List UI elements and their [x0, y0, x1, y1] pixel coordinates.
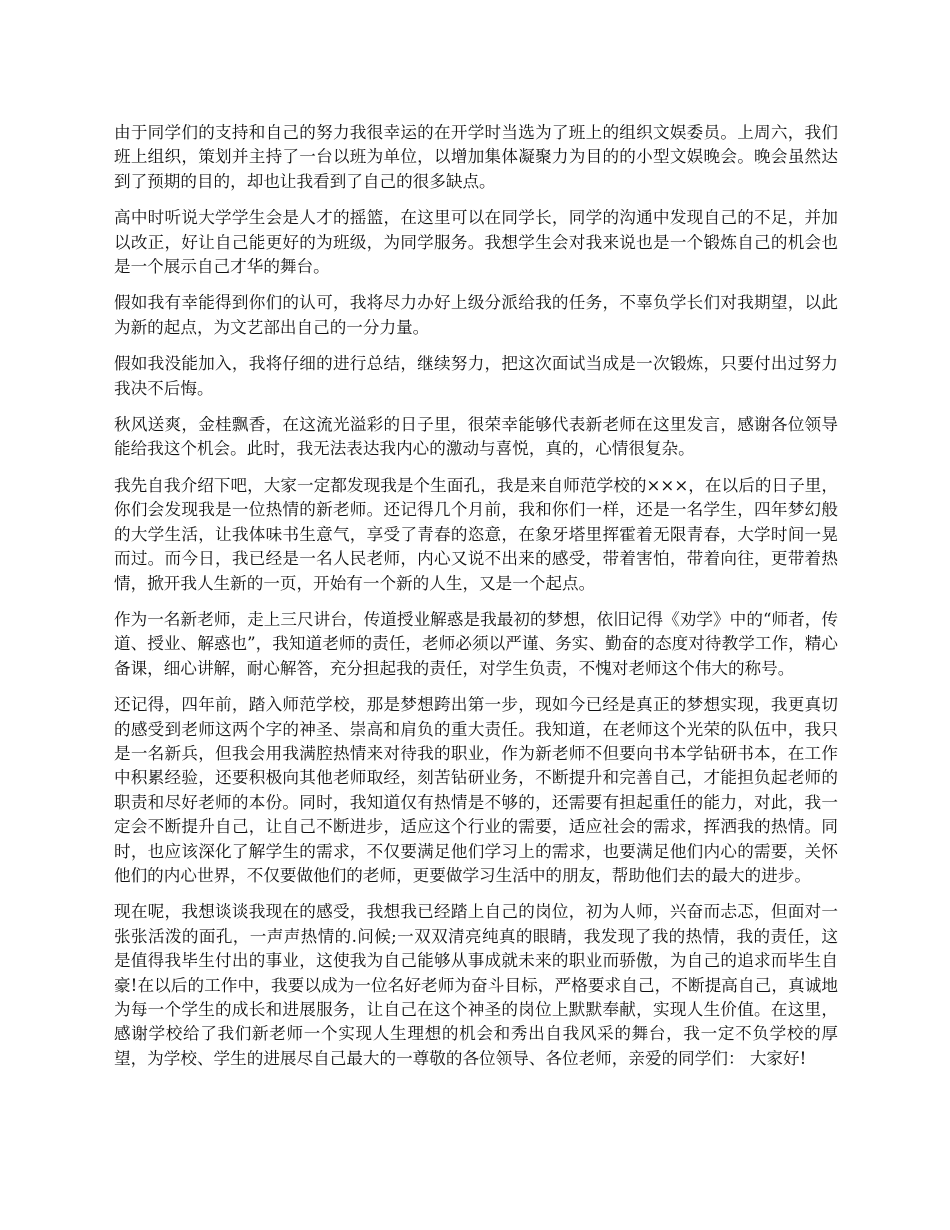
paragraph-5: 秋风送爽，金桂飘香，在这流光溢彩的日子里，很荣幸能够代表新老师在这里发言，感谢各位领导能给我这个机会。此时，我无法表达我内心的激动与喜悦，真的，心情很复杂。: [114, 415, 838, 459]
paragraph-2: 高中时听说大学学生会是人才的摇篮，在这里可以在同学长，同学的沟通中发现自己的不足，并加以改正，好让自己能更好的为班级，为同学服务。我想学生会对我来说也是一个锻炼自己的机会也是一个展示自己才华的舞台。: [114, 208, 838, 277]
paragraph-9: 现在呢，我想谈谈我现在的感受，我想我已经踏上自己的岗位，初为人师，兴奋而忐忑，但面对一张张活泼的面孔，一声声热情的.问候;一双双清亮纯真的眼睛，我发现了我的热情，我的责任，这是值得我毕生付出的事业，这使我为自己能够从事成就未来的职业而骄傲，为自己的追求而毕生自豪!在以后的工作中，我要以成为一位名好老师为奋斗目标，严格要求自己，不断提高自己，真诚地为每一个学生的成长和进展服务，让自己在这个神圣的岗位上默默奉献，实现人生价值。在这里，感谢学校给了我们新老师一个实现人生理想的机会和秀出自我风采的舞台，我一定不负学校的厚望，为学校、学生的进展尽自己最大的一尊敬的各位领导、各位老师，亲爱的同学们： 大家好!: [114, 902, 838, 1068]
paragraph-1: 由于同学们的支持和自己的努力我很幸运的在开学时当选为了班上的组织文娱委员。上周六，我们班上组织，策划并主持了一台以班为单位，以增加集体凝聚力为目的的小型文娱晚会。晚会虽然达到了预期的目的，却也让我看到了自己的很多缺点。: [114, 123, 838, 191]
paragraph-4: 假如我没能加入，我将仔细的进行总结，继续努力，把这次面试当成是一次锻炼，只要付出过努力我决不后悔。: [114, 354, 838, 398]
paragraph-3: 假如我有幸能得到你们的认可，我将尽力办好上级分派给我的任务，不辜负学长们对我期望，以此为新的起点，为文艺部出自己的一分力量。: [114, 293, 838, 337]
paragraph-6: 我先自我介绍下吧，大家一定都发现我是个生面孔，我是来自师范学校的×××，在以后的日子里，你们会发现我是一位热情的新老师。还记得几个月前，我和你们一样，还是一名学生，四年梦幻般的大学生活，让我体味书生意气，享受了青春的恣意，在象牙塔里挥霍着无限青春，大学时间一晃而过。而今日，我已经是一名人民老师，内心又说不出来的感受，带着害怕，带着向往，更带着热情，掀开我人生新的一页，开始有一个新的人生，又是一个起点。: [114, 475, 838, 593]
paragraph-7: 作为一名新老师，走上三尺讲台，传道授业解惑是我最初的梦想，依旧记得《劝学》中的“师者，传道、授业、解惑也”，我知道老师的责任，老师必须以严谨、务实、勤奋的态度对待教学工作，精心备课，细心讲解，耐心解答，充分担起我的责任，对学生负责，不愧对老师这个伟大的称号。: [114, 609, 838, 678]
document-body: [114, 121, 838, 1083]
paragraph-8: 还记得，四年前，踏入师范学校，那是梦想跨出第一步，现如今已经是真正的梦想实现，我更真切的感受到老师这两个字的神圣、崇高和肩负的重大责任。我知道，在老师这个光荣的队伍中，我只是一名新兵，但我会用我满腔热情来对待我的职业，作为新老师不但要向书本学钻研书本，在工作中积累经验，还要积极向其他老师取经，刻苦钻研业务，不断提升和完善自己，才能担负起老师的职责和尽好老师的本份。同时，我知道仅有热情是不够的，还需要有担起重任的能力，对此，我一定会不断提升自己，让自己不断进步，适应这个行业的需要，适应社会的需求，挥洒我的热情。同时，也应该深化了解学生的需求，不仅要满足他们学习上的需求，也要满足他们内心的需要，关怀他们的内心世界，不仅要做他们的老师，更要做学习生活中的朋友，帮助他们去的最大的进步。: [114, 695, 838, 885]
